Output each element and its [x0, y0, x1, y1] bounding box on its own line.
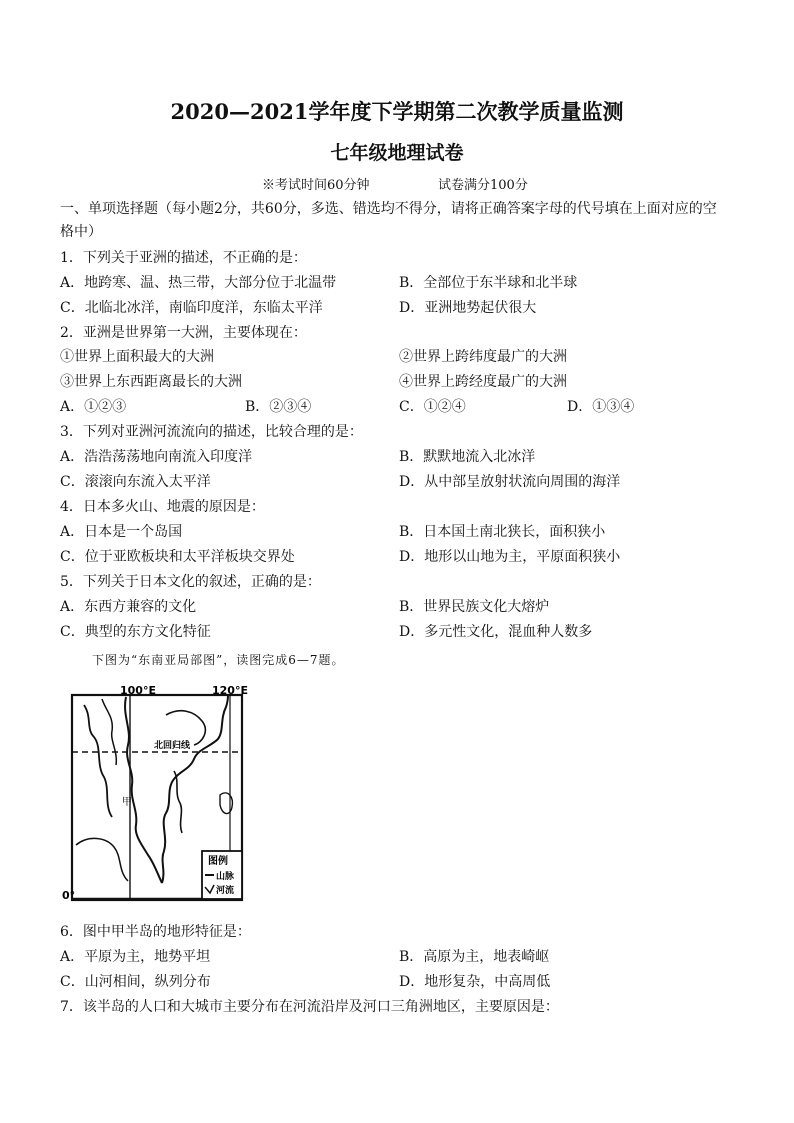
section-instruction-cont: 格中） — [60, 224, 102, 240]
southern-coast — [76, 838, 128, 881]
q3-stem: 3．下列对亚洲河流流向的描述，比较合理的是： — [60, 424, 363, 440]
q5-stem: 5．下列关于日本文化的叙述，正确的是： — [60, 574, 321, 590]
q3-option-a: A．浩浩荡荡地向南流入印度洋 — [60, 449, 253, 465]
q4-option-a: A．日本是一个岛国 — [60, 524, 183, 540]
q4-stem: 4．日本多火山、地震的原因是： — [60, 499, 265, 515]
map-caption: 下图为“东南亚局部图”，读图完成6—7题。 — [92, 653, 345, 667]
southeast-asia-map — [62, 685, 262, 915]
q3-option-d: D．从中部呈放射状流向周围的海洋 — [399, 474, 621, 490]
q2-option-a: A．①②③ — [60, 399, 127, 415]
q5-option-a: A．东西方兼容的文化 — [60, 599, 197, 615]
western-river — [102, 699, 116, 765]
q2-statement-4: ④世界上跨经度最广的大洲 — [399, 374, 567, 390]
q2-statement-3: ③世界上东西距离最长的大洲 — [60, 374, 242, 390]
q6-option-c: C．山河相间，纵列分布 — [60, 974, 211, 990]
lon-120e-label: 120°E — [212, 685, 248, 697]
q7-stem: 7．该半岛的人口和大城市主要分布在河流沿岸及河口三角洲地区，主要原因是： — [60, 999, 559, 1015]
section-instruction: 一、单项选择题（每小题2分，共60分，多选、错选均不得分，请将正确答案字母的代号填在上面对应的空 — [60, 201, 717, 217]
q1-option-a: A．地跨寒、温、热三带，大部分位于北温带 — [60, 275, 337, 291]
legend-title: 图例 — [208, 856, 228, 867]
q3-option-b: B．默默地流入北冰洋 — [399, 449, 536, 465]
q4-option-d: D．地形以山地为主，平原面积狭小 — [399, 549, 621, 565]
peninsula-label: 甲 — [122, 797, 132, 808]
lon-100e-label: 100°E — [120, 685, 156, 697]
q6-option-b: B．高原为主，地表崎岖 — [399, 949, 550, 965]
q1-option-b: B．全部位于东半球和北半球 — [399, 275, 578, 291]
q2-statement-1: ①世界上面积最大的大洲 — [60, 349, 214, 365]
legend-mountain-label: 山脉 — [216, 872, 235, 882]
exam-title: 2020—2021学年度下学期第二次教学质量监测 — [170, 99, 624, 124]
equator-label: 0° — [62, 889, 76, 902]
q3-option-c: C．滚滚向东流入太平洋 — [60, 474, 211, 490]
q4-option-c: C．位于亚欧板块和太平洋板块交界处 — [60, 549, 295, 565]
q1-option-d: D．亚洲地势起伏很大 — [399, 300, 537, 316]
legend-river-label: 河流 — [216, 886, 235, 896]
q5-option-b: B．世界民族文化大熔炉 — [399, 599, 550, 615]
q5-option-d: D．多元性文化，混血种人数多 — [399, 624, 593, 640]
q5-option-c: C．典型的东方文化特征 — [60, 624, 211, 640]
tropic-label: 北回归线 — [154, 741, 191, 751]
q2-option-d: D．①③④ — [567, 399, 635, 415]
q1-option-c: C．北临北冰洋，南临印度洋，东临太平洋 — [60, 300, 323, 316]
q2-statement-2: ②世界上跨纬度最广的大洲 — [399, 349, 567, 365]
q2-option-c: C．①②④ — [399, 399, 466, 415]
q2-stem: 2．亚洲是世界第一大洲，主要体现在： — [60, 325, 307, 341]
mountain-ridge — [166, 711, 205, 745]
western-mountain — [84, 705, 112, 817]
q4-option-b: B．日本国土南北狭长，面积狭小 — [399, 524, 606, 540]
q6-option-d: D．地形复杂，中高周低 — [399, 974, 551, 990]
river-line — [174, 771, 182, 833]
exam-subtitle: 七年级地理试卷 — [330, 142, 464, 164]
q6-option-a: A．平原为主，地势平坦 — [60, 949, 211, 965]
exam-time-note: ※考试时间60分钟 — [262, 178, 370, 193]
q1-stem: 1．下列关于亚洲的描述，不正确的是： — [60, 250, 307, 266]
q6-stem: 6．图中甲半岛的地形特征是： — [60, 924, 251, 940]
q2-option-b: B．②③④ — [245, 399, 312, 415]
exam-score-note: 试卷满分100分 — [438, 178, 528, 193]
